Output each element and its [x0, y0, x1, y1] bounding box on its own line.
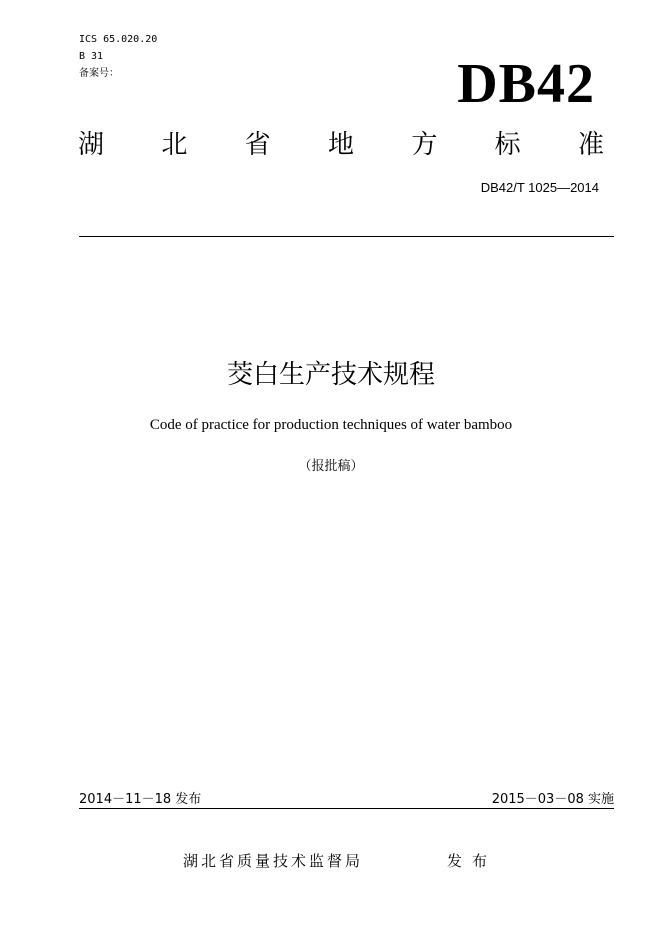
standard-type-char: 准 [577, 130, 604, 160]
publisher-name: 湖北省质量技术监督局 [183, 852, 364, 870]
standard-type-heading [78, 130, 604, 160]
standard-type-char: 北 [161, 130, 188, 160]
draft-status-note: （报批稿） [298, 459, 364, 474]
standard-type-char: 省 [244, 130, 271, 160]
issue-date: 2014－11－18 发布 [79, 792, 202, 807]
document-title-chinese: 茭白生产技术规程 [226, 360, 435, 390]
standard-type-char: 湖 [78, 130, 105, 160]
ics-code: ICS 65.020.20 [79, 34, 158, 45]
implementation-date: 2015－03－08 实施 [491, 792, 614, 807]
standard-type-char: 地 [327, 130, 354, 160]
standard-number: DB42/T 1025—2014 [480, 180, 599, 195]
document-title-english: Code of practice for production techniques of water bamboo [149, 417, 513, 433]
standard-type-char: 标 [494, 130, 521, 160]
db42-logo: DB42 [457, 53, 595, 115]
top-divider [79, 236, 614, 237]
record-number-label: 备案号： [79, 68, 119, 79]
classification-code: B 31 [79, 51, 104, 62]
standard-type-char: 方 [411, 130, 438, 160]
bottom-divider [79, 808, 614, 809]
publish-label: 发布 [447, 852, 498, 870]
